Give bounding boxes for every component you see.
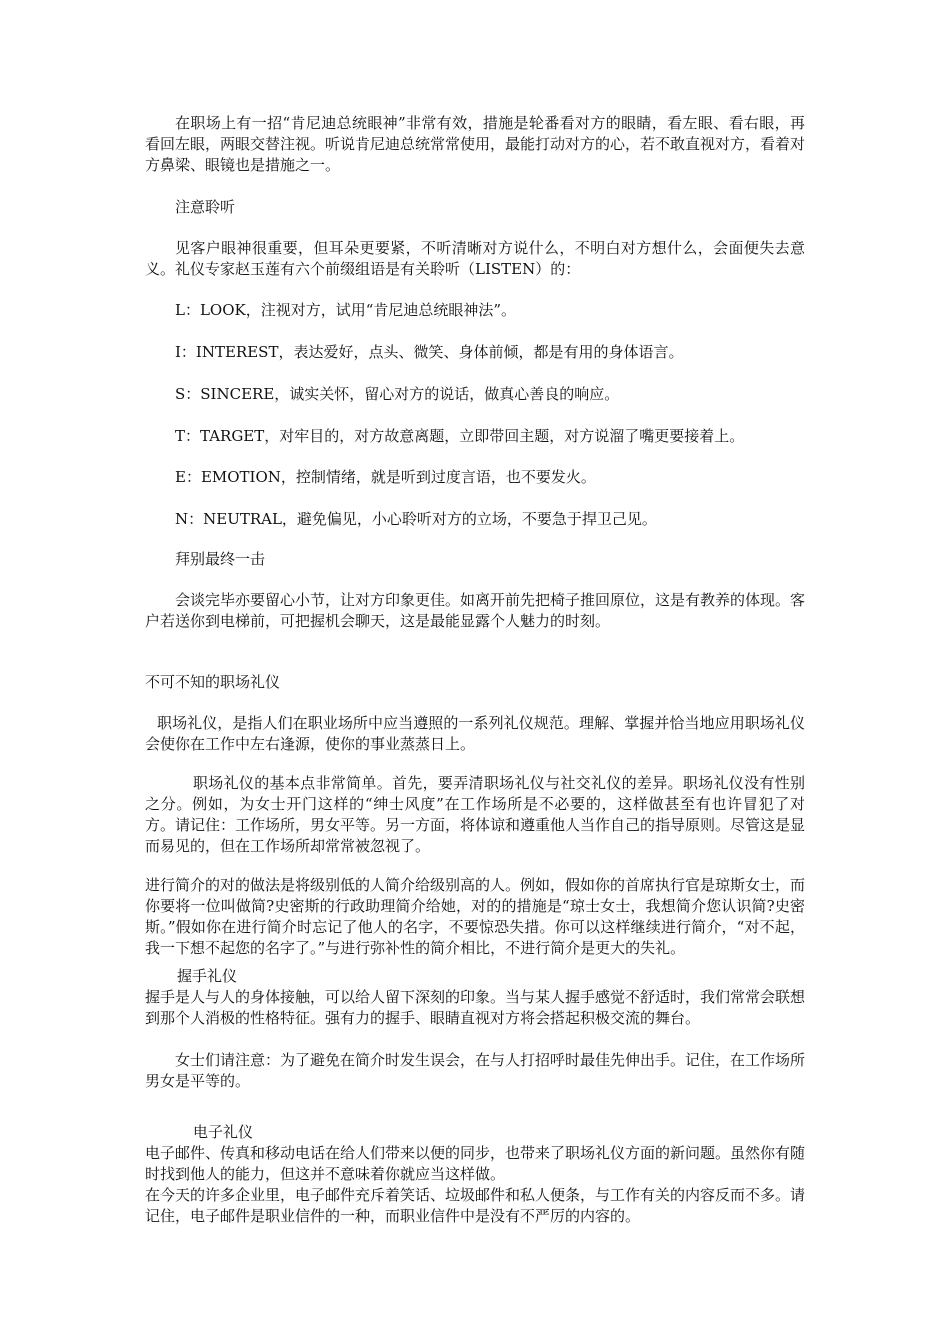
listen-item-look: L：LOOK，注视对方，试用“肯尼迪总统眼神法”。 [175,301,517,319]
heading-handshake: 握手礼仪 [177,967,238,985]
paragraph-handshake: 握手是人与人的身体接触，可以给人留下深刻的印象。当与某人握手感觉不舒适时，我们常常会联想到那个人消极的性格特征。强有力的握手、眼睛直视对方将会搭起积极交流的舞台。 [145,988,806,1027]
heading-electronic-etiquette: 电子礼仪 [193,1123,254,1141]
paragraph-email: 在今天的许多企业里，电子邮件充斥着笑话、垃圾邮件和私人便条，与工作有关的内容反而不多。请记住，电子邮件是职业信件的一种，而职业信件中是没有不严厉的内容的。 [145,1186,806,1225]
paragraph-etiquette-definition: 职场礼仪，是指人们在职业场所中应当遵照的一系列礼仪规范。理解、掌握并恰当地应用职场礼仪会使你在工作中左右逢源，使你的事业蒸蒸日上。 [145,714,805,753]
paragraph-introductions: 进行简介的对的做法是将级别低的人简介给级别高的人。例如，假如你的首席执行官是琼斯女士，而你要将一位叫做简?史密斯的行政助理简介给她，对的的措施是“琼士女士，我想简介您认识简?史密斯。”假如你在进行简介时忘记了他人的名字，不要惊恐失措。你可以这样继续进行简介，“对不起，我一下想不起您的名字了。”与进行弥补性的简介相比，不进行简介是更大的失礼。 [145,876,806,957]
paragraph-etiquette-basics: 职场礼仪的基本点非常简单。首先，要弄清职场礼仪与社交礼仪的差异。职场礼仪没有性别之分。例如，为女士开门这样的“绅士风度”在工作场所是不必要的，这样做甚至有也许冒犯了对方。请记住：工作场所，男女平等。另一方面，将体谅和遵重他人当作自己的指导原则。尽管这是显而易见的，但在工作场所却常常被忽视了。 [145,774,806,855]
listen-item-neutral: N：NEUTRAL，避免偏见，小心聆听对方的立场，不要急于捍卫己见。 [175,510,657,528]
listen-item-target: T：TARGET，对牢目的，对方故意离题，立即带回主题，对方说溜了嘴更要接着上。 [175,427,745,445]
paragraph-kennedy-gaze: 在职场上有一招“肯尼迪总统眼神”非常有效，措施是轮番看对方的眼睛，看左眼、看右眼，再看回左眼，两眼交替注视。听说肯尼迪总统常常使用，最能打动对方的心，若不敢直视对方，看着对方鼻梁、眼镜也是措施之一。 [145,114,806,174]
paragraph-electronic-intro: 电子邮件、传真和移动电话在给人们带来以便的同步，也带来了职场礼仪方面的新问题。虽然你有随时找到他人的能力，但这并不意味着你就应当这样做。 [145,1144,806,1183]
heading-attentive-listening: 注意聆听 [175,198,236,216]
listen-item-interest: I：INTEREST，表达爱好，点头、微笑、身体前倾，都是有用的身体语言。 [175,343,684,361]
heading-farewell: 拜别最终一击 [175,550,266,568]
section-title-workplace-etiquette: 不可不知的职场礼仪 [145,673,281,691]
paragraph-farewell: 会谈完毕亦要留心小节，让对方印象更佳。如离开前先把椅子推回原位，这是有教养的体现。客户若送你到电梯前，可把握机会聊天，这是最能显露个人魅力的时刻。 [145,591,806,630]
listen-item-emotion: E：EMOTION，控制情绪，就是听到过度言语，也不要发火。 [175,468,596,486]
paragraph-ladies-note: 女士们请注意：为了避免在简介时发生误会，在与人打招呼时最佳先伸出手。记住，在工作场所男女是平等的。 [145,1051,806,1090]
paragraph-listening-intro: 见客户眼神很重要，但耳朵更要紧，不听清晰对方说什么，不明白对方想什么，会面便失去意义。礼仪专家赵玉莲有六个前缀组语是有关聆听（LISTEN）的： [145,239,805,278]
listen-item-sincere: S：SINCERE，诚实关怀，留心对方的说话，做真心善良的响应。 [175,385,620,403]
